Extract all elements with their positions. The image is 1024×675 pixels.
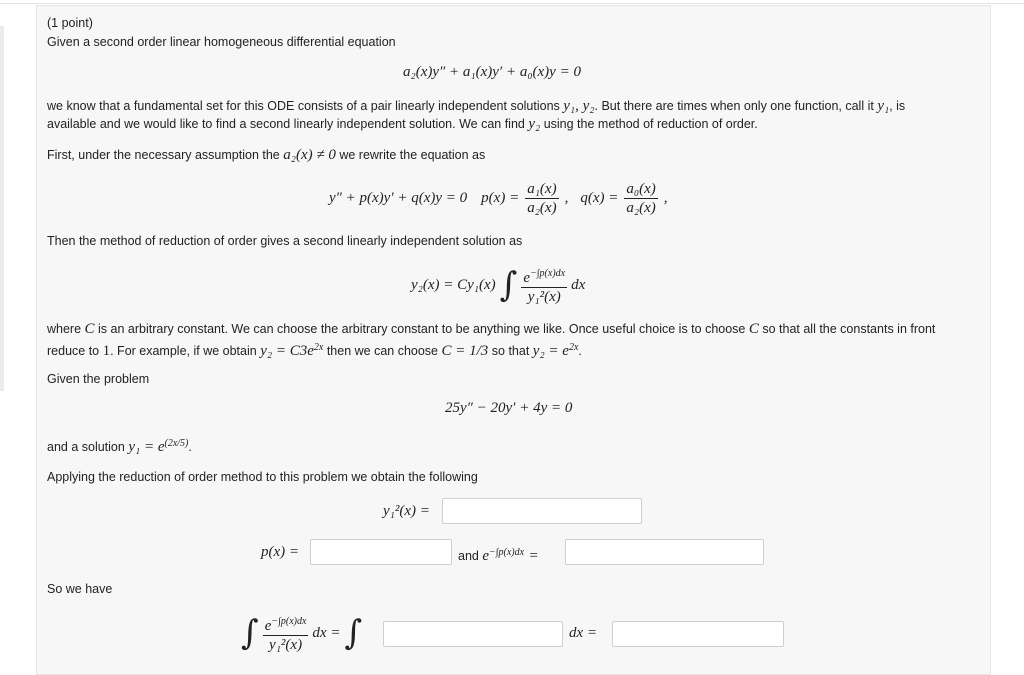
exp-integral-input[interactable] — [565, 539, 764, 565]
top-divider — [0, 3, 1024, 4]
so-we-have: So we have — [47, 582, 113, 596]
final-answer-input[interactable] — [612, 621, 784, 647]
paragraph-assumption: First, under the necessary assumption the a₂(x) ≠ 0 we rewrite the equation as — [47, 147, 486, 163]
q-fraction: $\frac{\text{a₀(x)}}{\text{a₂(x)}}$ — [626, 180, 656, 216]
p-fraction: $\frac{\text{a₁(x)}}{\text{a₂(x)}}$ — [527, 180, 557, 216]
reduction-fraction: $\frac{e^{-\int p(x)dx}}{\text{y₁²(x)}}$ — [521, 265, 567, 306]
paragraph-reduction: Then the method of reduction of order gives a second linearly independent solution as — [47, 234, 523, 248]
reduction-formula: y₂(x) = Cy₁(x) ∫ $\frac{e^{-\int p(x)dx}}{\text{y₁²(x)}}$ dx — [411, 265, 586, 305]
dx-equals: dx = — [569, 625, 598, 641]
problem-label: Given the problem — [47, 372, 150, 386]
given-solution: and a solution $y_1 = e^{(2x/5)}$. — [47, 438, 192, 456]
paragraph-fundamental-set: we know that a fundamental set for this ODE consists of a pair linearly independent solutions y₁, y₂. But there are times when only one function, call it y₁, is — [47, 98, 906, 114]
points-label: (1 point) — [47, 16, 93, 30]
final-fraction: $\frac{e^{-\int p(x)dx}}{\text{y₁²(x)}}$ — [263, 613, 309, 654]
problem-equation: 25y″ − 20y′ + 4y = 0 — [445, 400, 573, 416]
p-label: p(x) = — [261, 544, 300, 560]
final-integral: ∫ $\frac{e^{-\int p(x)dx}}{\text{y₁²(x)}}$ dx = ∫ — [241, 613, 363, 653]
general-equation: a₂(x)y″ + a₁(x)y′ + a₀(x)y = 0 — [403, 64, 581, 80]
y1-squared-input[interactable] — [442, 498, 642, 524]
y1-squared-label: y₁²(x) = — [383, 503, 430, 519]
integral-sign-2: ∫ — [344, 613, 363, 653]
integral-sign: ∫ — [241, 613, 259, 653]
paragraph-fundamental-set-line2: available and we would like to find a second linearly independent solution. We can find y₂ using the method of reduction of order. — [47, 116, 758, 132]
applying-text: Applying the reduction of order method to this problem we obtain the following — [47, 470, 478, 484]
intro-text: Given a second order linear homogeneous differential equation — [47, 35, 396, 49]
and-e-label: and $e^{-\int p(x)dx}$ = — [458, 547, 538, 565]
integral-sign: ∫ — [499, 265, 518, 305]
integrand-input[interactable] — [383, 621, 563, 647]
paragraph-constant: where C is an arbitrary constant. We can choose the arbitrary constant to be anything we like. Once useful choice is to choose C so that all the constants in front — [47, 321, 936, 337]
standard-form-equation: y″ + p(x)y′ + q(x)y = 0 p(x) = $\frac{\text{a₁(x)}}{\text{a₂(x)}}$ , q(x) = $\frac{\text{a₀(x)}}{\text{a₂(x)}}$ , — [329, 180, 668, 216]
left-scroll-strip — [0, 26, 4, 391]
paragraph-constant-line2: reduce to 1. For example, if we obtain $y_2 = C3e^{2x}$ then we can choose C = 1/3 so that $y_2 = e^{2x}$. — [47, 342, 582, 360]
problem-panel — [36, 5, 991, 675]
p-input[interactable] — [310, 539, 452, 565]
